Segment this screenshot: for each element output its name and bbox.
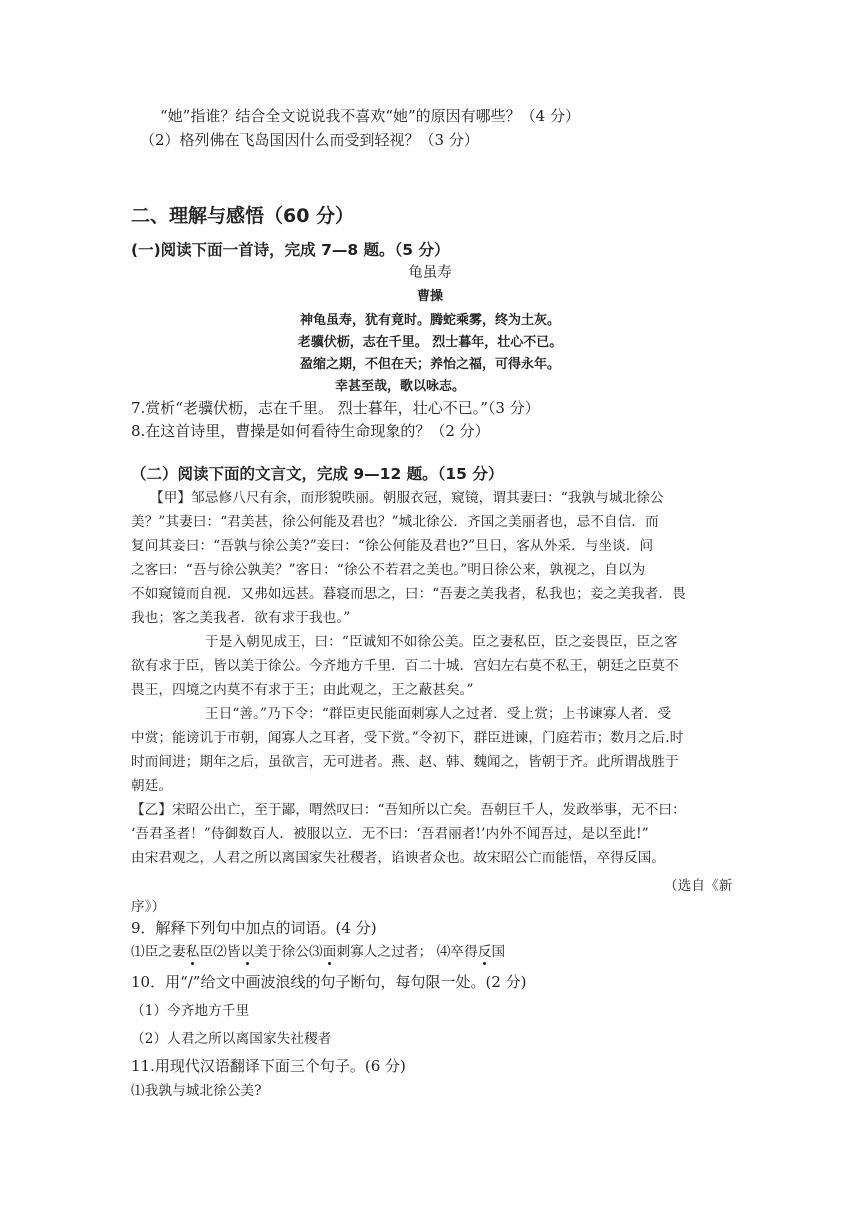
source-note: （选自《新 — [664, 878, 733, 894]
q9-item-text: ⑴臣之妻 — [131, 944, 186, 960]
part2-heading: （二）阅读下面的文言文，完成 9—12 题。（15 分） — [131, 465, 504, 483]
poem-line: 幸甚至哉，歌以咏志。 — [334, 379, 465, 394]
q9-dotted-word: 以 — [240, 944, 255, 960]
poem-title: 龟虽寿 — [408, 265, 452, 281]
passage-jia-p2-line: 欲有求于臣，皆以美于徐公。今齐地方千里．百二十城．宫妇左右莫不私王，朝廷之臣莫不 — [131, 658, 679, 674]
question-gulliver: （2）格列佛在飞岛国因什么而受到轻视？（3 分） — [140, 131, 479, 149]
part1-heading: (一)阅读下面一首诗，完成 7—8 题。（5 分） — [131, 241, 450, 259]
passage-yi-line: 由宋君观之，人君之所以离国家失社稷者，谄谀者众也。故宋昭公亡而能悟，卒得反国。 — [131, 850, 666, 866]
question-11: 11.用现代汉语翻译下面三个句子。(6 分) — [131, 1057, 406, 1075]
question-10-a: （1）今齐地方千里 — [131, 1003, 250, 1019]
passage-jia-line: 我也；客之美我者．欲有求于我也。” — [131, 610, 351, 626]
passage-yi-line: 【乙】宋昭公出亡，至于鄙，喟然叹曰：“吾知所以亡矣。吾朝巨千人，发政举事，无不曰： — [131, 802, 686, 818]
source-note-cont: 序》） — [131, 899, 166, 915]
poem-line: 盈缩之期，不但在天；养怡之福，可得永年。 — [299, 357, 560, 372]
passage-jia-line: 之客曰：“吾与徐公孰美？”客日：“徐公不若君之美也。”明日徐公来，孰视之，自以为 — [131, 562, 646, 578]
q9-dotted-word: 私 — [185, 944, 200, 960]
question-10: 10．用“/”给文中画波浪线的句子断句，每句限一处。(2 分) — [131, 973, 527, 991]
passage-jia-line: 美？”其妻曰：“君美甚，徐公何能及君也？”城北徐公．齐国之美丽者也，忌不自信．而 — [131, 514, 659, 530]
passage-jia-line: 【甲】邹忌修八尺有余，而形貌昳丽。朝服衣冠，窥镜，谓其妻曰：“我孰与城北徐公 — [150, 490, 664, 506]
question-7: 7.赏析“老骥伏枥，志在千里。 烈士暮年，壮心不已。”（3 分） — [131, 399, 540, 417]
question-she-who: “她”指谁？结合全文说说我不喜欢“她”的原因有哪些？（4 分） — [160, 107, 580, 125]
q9-item-text: 美于徐公⑶ — [254, 944, 323, 960]
question-10-b: （2）人君之所以离国家失社稷者 — [131, 1031, 332, 1047]
poem-line: 神龟虽寿，犹有竟时。腾蛇乘雾，终为土灰。 — [299, 313, 560, 328]
passage-yi-line: ‘吾君圣者！”侍御数百人．被服以立．无不曰：‘吾君丽者!’内外不闻吾过，是以至此!” — [131, 826, 649, 842]
passage-jia-p3-line: 时而间进；期年之后，虽欲言，无可进者。燕、赵、韩、魏闻之，皆朝于齐。此所谓战胜于 — [131, 754, 679, 770]
q9-dotted-word: 反 — [477, 944, 492, 960]
q9-item-text: 国 — [491, 944, 506, 960]
passage-jia-p3-line: 中赏；能谤讥于市朝，闻寡人之耳者，受下赏。”令初下，群臣进谏，门庭若市；数月之后.时 — [131, 730, 684, 746]
q9-dotted-word: 面 — [322, 944, 337, 960]
q9-item-text: 臣⑵皆 — [199, 944, 241, 960]
section-title: 二、理解与感悟（60 分） — [131, 205, 355, 227]
passage-jia-p3-line: 王日“善。”乃下令：“群臣吏民能面刺寡人之过者．受上赏；上书谏寡人者．受 — [205, 706, 672, 722]
passage-jia-line: 复问其妾曰：“吾孰与徐公美?”妾曰：“徐公何能及君也?”旦日，客从外采．与坐谈．问 — [131, 538, 654, 554]
poem-line: 老骥伏枥，志在千里。 烈士暮年，壮心不已。 — [297, 335, 563, 350]
passage-jia-p2-line: 畏王，四境之内莫不有求于王；由此观之，王之蔽甚矣。” — [131, 682, 474, 698]
question-11-a: ⑴我孰与城北徐公美? — [131, 1083, 262, 1099]
question-9: 9．解释下列句中加点的词语。(4 分) — [131, 919, 377, 937]
passage-jia-line: 不如窥镜而自视．又弗如远甚。暮寝而思之，曰：“吾妻之美我者，私我也；妾之美我者．畏 — [131, 586, 686, 602]
passage-jia-p3-line: 朝廷。 — [131, 778, 173, 794]
poem-author: 曹操 — [416, 289, 443, 304]
q9-item-text: 刺寡人之过者； ⑷卒得 — [336, 944, 478, 960]
question-8: 8.在这首诗里，曹操是如何看待生命现象的？（2 分） — [131, 422, 490, 440]
passage-jia-p2-line: 于是入朝见成王，曰：“臣诚知不如徐公美。臣之妻私臣，臣之妾畏臣，臣之客 — [205, 634, 678, 650]
question-9-items — [131, 942, 505, 962]
